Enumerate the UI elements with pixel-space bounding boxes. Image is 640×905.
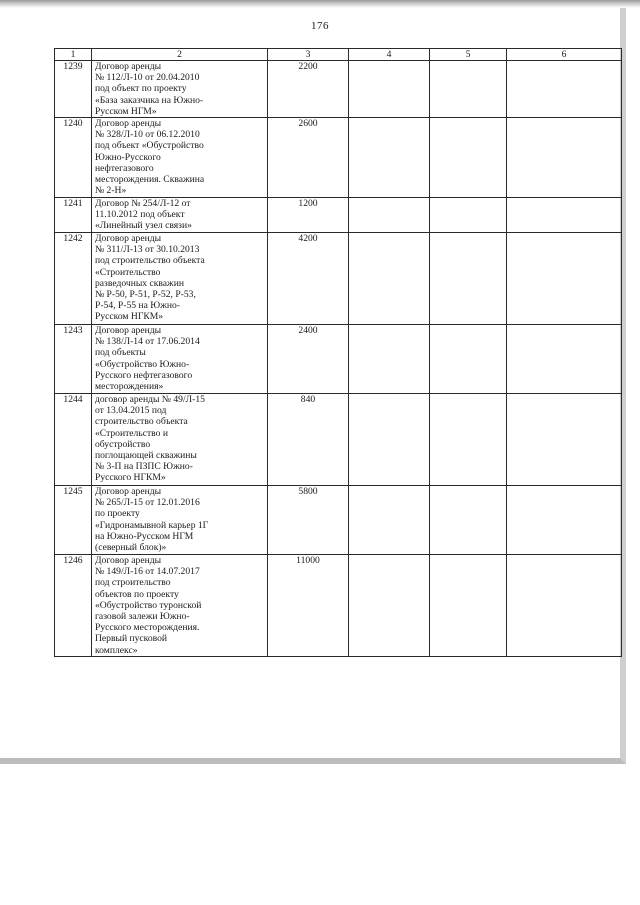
header-row: [55, 49, 622, 61]
column-4-cell: [349, 394, 430, 486]
row-number: 1245: [55, 486, 92, 555]
column-5-cell: [430, 486, 507, 555]
page-number: 176: [311, 20, 329, 32]
table-row: [55, 325, 622, 394]
contract-description: Договор аренды № 328/Л-10 от 06.12.2010 под объект «Обустройство Южно-Русского нефтегазового месторождения. Скважина № 2-Н»: [92, 118, 268, 198]
table-row: [55, 486, 622, 555]
contract-description: Договор аренды № 112/Л-10 от 20.04.2010 под объект по проекту «База заказчика на Южно- Русском НГМ»: [92, 61, 268, 118]
column-6-cell: [507, 233, 622, 325]
column-4-cell: [349, 198, 430, 233]
row-number: 1243: [55, 325, 92, 394]
column-6-cell: [507, 118, 622, 198]
row-number: 1240: [55, 118, 92, 198]
row-number: 1246: [55, 555, 92, 657]
column-4-cell: [349, 118, 430, 198]
column-5-cell: [430, 555, 507, 657]
column-4-cell: [349, 555, 430, 657]
column-6-cell: [507, 198, 622, 233]
row-number: 1242: [55, 233, 92, 325]
column-6-cell: [507, 61, 622, 118]
column-6-cell: [507, 325, 622, 394]
row-number: 1244: [55, 394, 92, 486]
column-6-cell: [507, 486, 622, 555]
header-cell-2: 2: [92, 49, 268, 61]
contract-description: Договор аренды № 265/Л-15 от 12.01.2016 по проекту «Гидронамывной карьер 1Г на Южно-Русском НГМ (северный блок)»: [92, 486, 268, 555]
column-5-cell: [430, 325, 507, 394]
contract-description: Договор аренды № 311/Л-13 от 30.10.2013 под строительство объекта «Строительство разведочных скважин № Р-50, Р-51, Р-52, Р-53, Р-54, Р-55 на Южно- Русском НГКМ»: [92, 233, 268, 325]
contract-description: Договор № 254/Л-12 от 11.10.2012 под объект «Линейный узел связи»: [92, 198, 268, 233]
table-row: [55, 394, 622, 486]
column-4-cell: [349, 486, 430, 555]
lease-register-table: [54, 48, 622, 657]
header-cell-6: 6: [507, 49, 622, 61]
contract-description: Договор аренды № 149/Л-16 от 14.07.2017 под строительство объектов по проекту «Обустройство туронской газовой залежи Южно- Русского месторождения. Первый пусковой комплекс»: [92, 555, 268, 657]
table-row: [55, 555, 622, 657]
amount-cell: 4200: [268, 233, 349, 325]
column-5-cell: [430, 198, 507, 233]
amount-cell: 2400: [268, 325, 349, 394]
column-4-cell: [349, 325, 430, 394]
header-cell-1: 1: [55, 49, 92, 61]
header-cell-4: 4: [349, 49, 430, 61]
amount-cell: 5800: [268, 486, 349, 555]
table-row: [55, 233, 622, 325]
column-5-cell: [430, 118, 507, 198]
amount-cell: 840: [268, 394, 349, 486]
amount-cell: 11000: [268, 555, 349, 657]
amount-cell: 1200: [268, 198, 349, 233]
table-row: [55, 118, 622, 198]
column-5-cell: [430, 61, 507, 118]
column-4-cell: [349, 61, 430, 118]
header-cell-3: 3: [268, 49, 349, 61]
header-cell-5: 5: [430, 49, 507, 61]
table-row: [55, 61, 622, 118]
contract-description: Договор аренды № 138/Л-14 от 17.06.2014 под объекты «Обустройство Южно- Русского нефтегазового месторождения»: [92, 325, 268, 394]
amount-cell: 2600: [268, 118, 349, 198]
column-5-cell: [430, 394, 507, 486]
column-6-cell: [507, 394, 622, 486]
column-6-cell: [507, 555, 622, 657]
row-number: 1239: [55, 61, 92, 118]
amount-cell: 2200: [268, 61, 349, 118]
table-row: [55, 198, 622, 233]
column-5-cell: [430, 233, 507, 325]
contract-description: договор аренды № 49/Л-15 от 13.04.2015 под строительство объекта «Строительство и обустройство поглощающей скважины № 3-П на ПЗПС Южно- Русского НГКМ»: [92, 394, 268, 486]
scan-top-edge: [0, 0, 640, 8]
row-number: 1241: [55, 198, 92, 233]
column-4-cell: [349, 233, 430, 325]
